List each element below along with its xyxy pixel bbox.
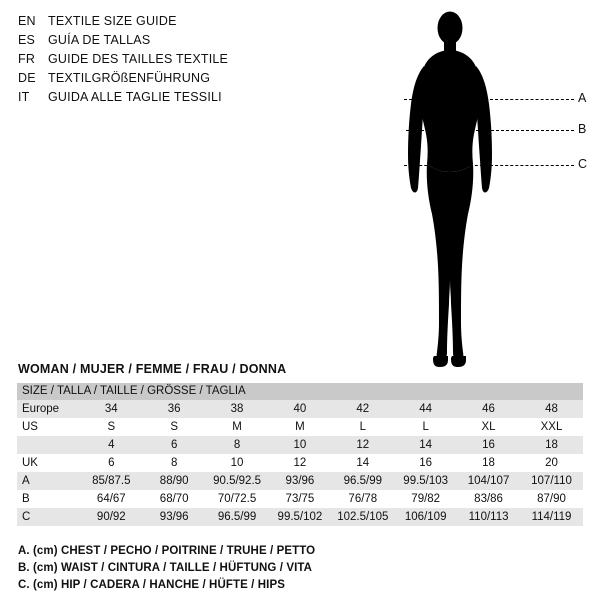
language-row-en bbox=[18, 14, 318, 33]
table-cell: 36 bbox=[143, 400, 206, 418]
table-cell: 40 bbox=[269, 400, 332, 418]
language-text: TEXTILE SIZE GUIDE bbox=[48, 14, 177, 28]
language-text: TEXTILGRÖßENFÜHRUNG bbox=[48, 71, 211, 85]
table-cell: 44 bbox=[394, 400, 457, 418]
table-cell: 87/90 bbox=[520, 490, 583, 508]
table-cell: 6 bbox=[80, 454, 143, 472]
table-cell: 104/107 bbox=[457, 472, 520, 490]
table-cell: 93/96 bbox=[143, 508, 206, 526]
table-cell: 4 bbox=[80, 436, 143, 454]
table-cell: XXL bbox=[520, 418, 583, 436]
language-code: DE bbox=[18, 71, 36, 85]
table-row bbox=[17, 490, 583, 508]
table-cell: 10 bbox=[206, 454, 269, 472]
row-label: B bbox=[17, 490, 80, 508]
measure-label-c: C bbox=[578, 157, 588, 171]
figure-area bbox=[350, 0, 600, 380]
table-cell: 70/72.5 bbox=[206, 490, 269, 508]
table-cell: 102.5/105 bbox=[331, 508, 394, 526]
table-cell: 6 bbox=[143, 436, 206, 454]
language-row-it bbox=[18, 90, 318, 109]
table-cell: S bbox=[143, 418, 206, 436]
table-cell: 14 bbox=[394, 436, 457, 454]
language-row-de bbox=[18, 71, 318, 90]
table-cell: 110/113 bbox=[457, 508, 520, 526]
measure-line-b bbox=[406, 130, 574, 131]
footnote-c: C. (cm) HIP / CADERA / HANCHE / HÜFTE / HIPS bbox=[18, 579, 286, 591]
measure-line-c bbox=[404, 165, 574, 166]
table-cell: 10 bbox=[269, 436, 332, 454]
table-cell: L bbox=[394, 418, 457, 436]
table-cell: 79/82 bbox=[394, 490, 457, 508]
table-row bbox=[17, 454, 583, 472]
footnote-b: B. (cm) WAIST / CINTURA / TAILLE / HÜFTUNG / VITA bbox=[18, 562, 313, 574]
table-header-row bbox=[17, 383, 583, 400]
table-cell: 85/87.5 bbox=[80, 472, 143, 490]
size-table bbox=[17, 383, 583, 526]
table-cell: 96.5/99 bbox=[331, 472, 394, 490]
table-cell: 90.5/92.5 bbox=[206, 472, 269, 490]
language-list bbox=[18, 14, 318, 109]
table-row bbox=[17, 508, 583, 526]
language-code: FR bbox=[18, 52, 36, 66]
measure-label-b: B bbox=[578, 122, 587, 136]
table-cell: 38 bbox=[206, 400, 269, 418]
table-cell: 88/90 bbox=[143, 472, 206, 490]
row-label: C bbox=[17, 508, 80, 526]
table-cell: 76/78 bbox=[331, 490, 394, 508]
table-cell: 16 bbox=[394, 454, 457, 472]
table-cell: 16 bbox=[457, 436, 520, 454]
language-code: IT bbox=[18, 90, 30, 104]
table-cell: 8 bbox=[143, 454, 206, 472]
table-row bbox=[17, 472, 583, 490]
row-label: A bbox=[17, 472, 80, 490]
language-text: GUIDE DES TAILLES TEXTILE bbox=[48, 52, 229, 66]
table-cell: 48 bbox=[520, 400, 583, 418]
measure-label-a: A bbox=[578, 91, 587, 105]
row-label: UK bbox=[17, 454, 80, 472]
language-text: GUIDA ALLE TAGLIE TESSILI bbox=[48, 90, 222, 104]
table-cell: 68/70 bbox=[143, 490, 206, 508]
table-cell: 107/110 bbox=[520, 472, 583, 490]
table-cell: 93/96 bbox=[269, 472, 332, 490]
language-row-fr bbox=[18, 52, 318, 71]
table-cell: 46 bbox=[457, 400, 520, 418]
table-row bbox=[17, 436, 583, 454]
table-cell: 99.5/103 bbox=[394, 472, 457, 490]
table-cell: 96.5/99 bbox=[206, 508, 269, 526]
table-cell: 18 bbox=[457, 454, 520, 472]
language-text: GUÍA DE TALLAS bbox=[48, 33, 151, 47]
table-cell: 42 bbox=[331, 400, 394, 418]
table-cell: L bbox=[331, 418, 394, 436]
table-cell: 114/119 bbox=[520, 508, 583, 526]
table-cell: 12 bbox=[269, 454, 332, 472]
language-code: ES bbox=[18, 33, 36, 47]
table-cell: 14 bbox=[331, 454, 394, 472]
table-cell: 34 bbox=[80, 400, 143, 418]
table-row bbox=[17, 418, 583, 436]
footnotes bbox=[18, 543, 588, 594]
language-code: EN bbox=[18, 14, 36, 28]
table-cell: 20 bbox=[520, 454, 583, 472]
table-cell: 90/92 bbox=[80, 508, 143, 526]
table-cell: 73/75 bbox=[269, 490, 332, 508]
row-label: Europe bbox=[17, 400, 80, 418]
table-cell: 18 bbox=[520, 436, 583, 454]
table-cell: S bbox=[80, 418, 143, 436]
table-cell: 12 bbox=[331, 436, 394, 454]
row-label: US bbox=[17, 418, 80, 436]
measure-line-a bbox=[404, 99, 574, 100]
table-cell: 83/86 bbox=[457, 490, 520, 508]
measurement-lines bbox=[350, 0, 600, 380]
section-title-woman: WOMAN / MUJER / FEMME / FRAU / DONNA bbox=[18, 362, 287, 376]
footnote-a: A. (cm) CHEST / PECHO / POITRINE / TRUHE / PETTO bbox=[18, 545, 316, 557]
table-cell: 106/109 bbox=[394, 508, 457, 526]
table-row bbox=[17, 400, 583, 418]
language-row-es bbox=[18, 33, 318, 52]
table-cell: 99.5/102 bbox=[269, 508, 332, 526]
table-cell: 8 bbox=[206, 436, 269, 454]
table-cell: M bbox=[269, 418, 332, 436]
table-cell: M bbox=[206, 418, 269, 436]
row-label bbox=[17, 436, 80, 454]
table-cell: 64/67 bbox=[80, 490, 143, 508]
table-cell: XL bbox=[457, 418, 520, 436]
table-header-label: SIZE / TALLA / TAILLE / GRÖSSE / TAGLIA bbox=[17, 383, 583, 400]
